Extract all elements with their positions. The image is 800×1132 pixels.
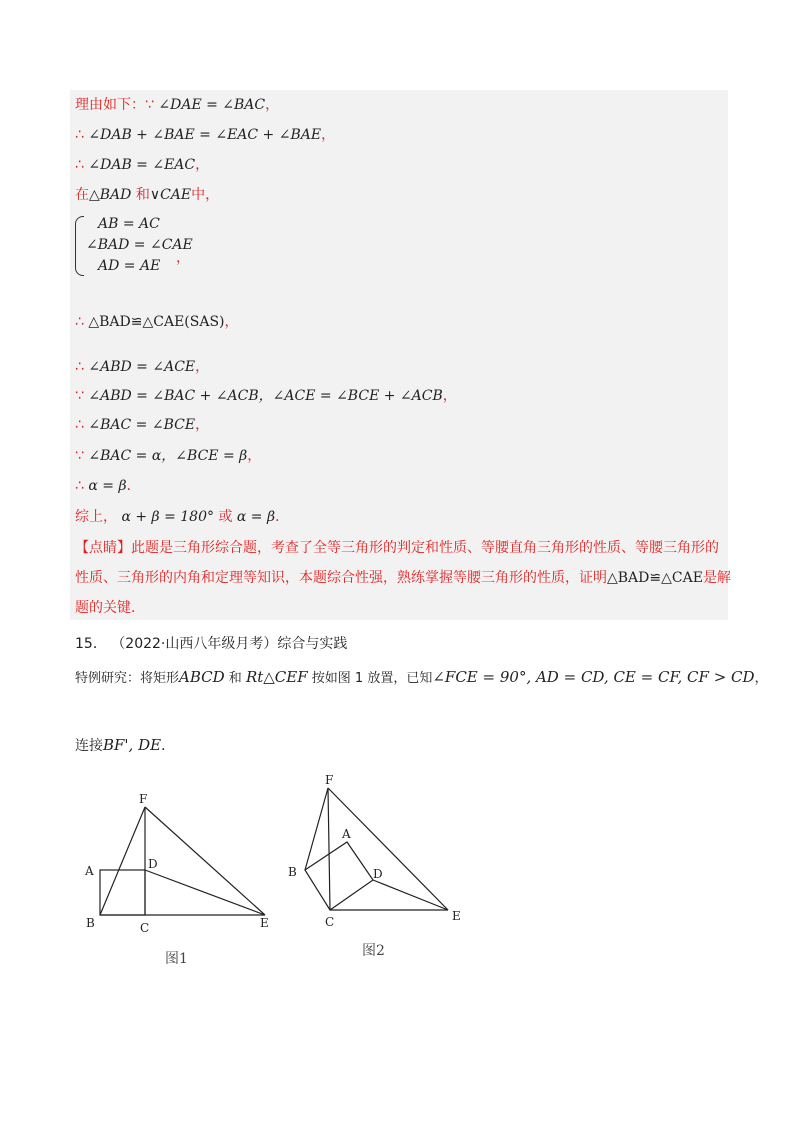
comment-text: 此题是三角形综合题，考查了全等三角形的判定和性质、等腰直角三角形的性质、等腰三角形的 xyxy=(131,540,719,556)
text: 按如图 1 放置，已知 xyxy=(311,671,433,686)
therefore-symbol: ∴ xyxy=(75,359,84,375)
reason-label: 理由如下： xyxy=(75,97,145,113)
comment-text: 是解 xyxy=(702,570,731,586)
label-F: F xyxy=(325,773,334,787)
figure-1-caption: 图1 xyxy=(165,951,188,967)
punctuation: ， xyxy=(224,314,239,330)
segment-FB xyxy=(305,788,328,870)
text: 综上， xyxy=(75,509,117,525)
math-expression: ∠BAC = α，∠BCE = β xyxy=(88,448,248,464)
punctuation: ， xyxy=(754,671,768,686)
therefore-symbol: ∴ xyxy=(75,157,84,173)
therefore-symbol: ∴ xyxy=(75,478,84,494)
math-expression: △BAD≌△CAE(SAS) xyxy=(88,314,225,330)
label-B: B xyxy=(86,916,95,930)
label-E: E xyxy=(452,909,461,923)
math-expression: △BAD xyxy=(89,187,132,203)
problem-line-2 xyxy=(75,735,175,755)
segment-FC xyxy=(328,788,330,910)
math-expression: α + β = 180° xyxy=(121,509,214,525)
therefore-symbol: ∴ xyxy=(75,127,84,143)
system-brace xyxy=(75,216,84,276)
punctuation: ． xyxy=(275,509,290,525)
solution-line-4 xyxy=(75,185,219,205)
solution-line-2 xyxy=(75,125,335,145)
math-expression: Rt△CEF xyxy=(245,668,308,686)
label-E: E xyxy=(260,916,269,930)
punctuation: ， xyxy=(321,127,336,143)
figure-2-caption: 图2 xyxy=(362,943,385,959)
system-punct: ， xyxy=(176,250,190,266)
solution-line-5 xyxy=(75,312,239,332)
punctuation: ， xyxy=(195,157,210,173)
solution-line-3 xyxy=(75,155,209,175)
punctuation: ， xyxy=(442,388,457,404)
label-D: D xyxy=(373,867,383,881)
comment-text: 性质、三角形的内角和定理等知识，本题综合性强，熟练掌握等腰三角形的性质，证明 xyxy=(75,570,607,586)
text: 中， xyxy=(191,187,220,203)
punctuation: ． xyxy=(126,478,141,494)
label-A: A xyxy=(85,864,94,878)
system-eq-2: ∠BAD = ∠CAE xyxy=(86,237,193,253)
solution-line-11 xyxy=(75,507,289,527)
therefore-symbol: ∴ xyxy=(75,314,84,330)
segment-DE xyxy=(145,870,265,915)
punctuation: ， xyxy=(247,448,262,464)
problem-number: 15． xyxy=(75,636,107,652)
math-expression: ∠ABD = ∠BAC + ∠ACB，∠ACE = ∠BCE + ∠ACB xyxy=(88,388,443,404)
math-expression: ∠DAE = ∠BAC xyxy=(158,97,266,113)
solution-line-6 xyxy=(75,357,209,377)
figure-1 xyxy=(80,785,280,945)
solution-line-7 xyxy=(75,386,457,406)
math-expression: ABCD xyxy=(179,668,225,686)
problem-source: （2022·山西八年级月考）综合与实践 xyxy=(111,636,348,652)
label-D: D xyxy=(148,857,158,871)
text: 和 xyxy=(228,671,242,686)
punctuation: ， xyxy=(265,97,280,113)
because-symbol: ∵ xyxy=(75,448,84,464)
comment-tag: 【点睛】 xyxy=(75,540,131,556)
segment-FE xyxy=(328,788,448,910)
punctuation: ． xyxy=(161,738,176,754)
label-B: B xyxy=(288,865,297,879)
rectangle-ABCD xyxy=(100,870,145,915)
solution-line-1 xyxy=(75,95,279,115)
text: 或 xyxy=(218,509,233,525)
because-symbol: ∵ xyxy=(145,97,154,113)
problem-line-1 xyxy=(75,667,768,686)
text: 在 xyxy=(75,187,89,203)
label-C: C xyxy=(140,921,150,935)
solution-line-9 xyxy=(75,446,261,466)
problem-header xyxy=(75,633,347,653)
text: 连接 xyxy=(75,738,103,754)
math-expression: α = β xyxy=(236,509,276,525)
solution-line-8 xyxy=(75,415,209,435)
because-symbol: ∵ xyxy=(75,388,84,404)
math-expression: ∠BAC = ∠BCE xyxy=(88,417,196,433)
math-expression: BF', DE xyxy=(103,736,162,754)
label-C: C xyxy=(325,915,335,929)
math-expression: ∠DAB = ∠EAC xyxy=(88,157,196,173)
solution-line-10 xyxy=(75,476,141,496)
square-ABCD xyxy=(305,842,373,910)
segment-FE xyxy=(145,807,265,915)
math-expression: ∠FCE = 90°, AD = CD, CE = CF, CF > CD xyxy=(432,668,755,686)
comment-block xyxy=(75,533,731,623)
text: 特例研究：将矩形 xyxy=(75,671,180,686)
system-eq-1: AB = AC xyxy=(98,216,160,232)
text: 和 xyxy=(135,187,150,203)
punctuation: ， xyxy=(195,359,210,375)
math-expression: ∠ABD = ∠ACE xyxy=(88,359,196,375)
punctuation: ， xyxy=(195,417,210,433)
math-expression: △BAD≌△CAE xyxy=(607,570,703,586)
comment-text: 题的关键． xyxy=(75,600,145,616)
label-F: F xyxy=(139,792,148,806)
math-expression: ∠DAB + ∠BAE = ∠EAC + ∠BAE xyxy=(88,127,322,143)
math-expression: ∨CAE xyxy=(149,187,192,203)
system-eq-3: AD = AE xyxy=(98,258,161,274)
segment-DE xyxy=(373,880,448,910)
math-expression: α = β xyxy=(88,478,127,494)
label-A: A xyxy=(342,827,351,841)
therefore-symbol: ∴ xyxy=(75,417,84,433)
segment-FB xyxy=(100,807,145,915)
figure-2 xyxy=(280,770,480,935)
